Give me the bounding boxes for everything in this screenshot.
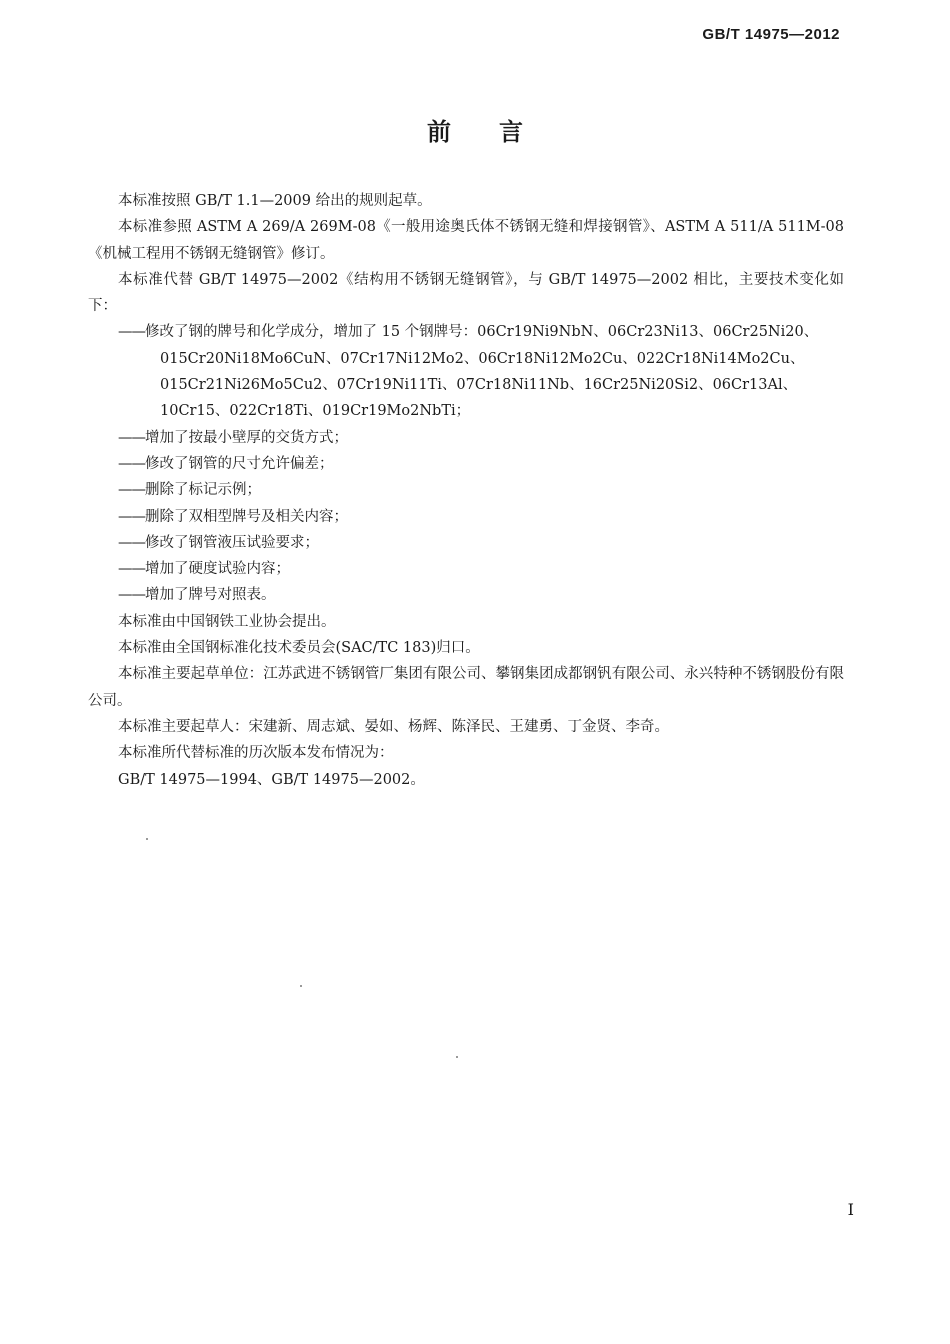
change-item-text: 修改了钢的牌号和化学成分，增加了 15 个钢牌号：06Cr19Ni9NbN、06Cr23Ni13、06Cr25Ni20、015Cr20Ni18Mo6CuN、07Cr17Ni12Mo2、06Cr18Ni12Mo2Cu、022Cr18Ni14Mo2Cu、015Cr21Ni26Mo5Cu2、07Cr19Ni11Ti、07Cr18Ni11Nb、16Cr25Ni20Si2、06Cr13Al、10Cr15、022Cr18Ti、019Cr19Mo2NbTi； xyxy=(145,324,819,420)
change-item-duplex xyxy=(88,504,844,530)
paragraph-drafters: 本标准主要起草人：宋建新、周志斌、晏如、杨辉、陈泽民、王建勇、丁金贤、李奇。 xyxy=(118,718,669,735)
dash-mark: —— xyxy=(118,482,145,499)
dash-mark: —— xyxy=(118,429,145,446)
scan-speck xyxy=(300,985,302,987)
page-number: I xyxy=(847,1200,854,1219)
standard-code: GB/T 14975—2012 xyxy=(702,26,840,43)
change-item-text: 修改了钢管液压试验要求； xyxy=(145,534,319,551)
change-item-text: 删除了标记示例； xyxy=(145,482,261,499)
change-item-hardness xyxy=(88,556,844,582)
page-title: 前言 xyxy=(427,117,571,146)
paragraph-drafting-rules: 本标准按照 GB/T 1.1—2009 给出的规则起草。 xyxy=(118,193,432,209)
scan-speck xyxy=(456,1056,458,1058)
paragraph-drafting-units: 本标准主要起草单位：江苏武进不锈钢管厂集团有限公司、攀钢集团成都钢钒有限公司、永兴特种不锈钢股份有限公司。 xyxy=(88,666,844,709)
change-item-tolerance xyxy=(88,451,844,477)
dash-mark: —— xyxy=(118,455,145,472)
dash-mark: —— xyxy=(118,561,145,578)
dash-mark: —— xyxy=(118,324,145,341)
scan-speck xyxy=(146,838,148,840)
paragraph-history-intro: 本标准所代替标准的历次版本发布情况为： xyxy=(118,745,394,762)
change-item-text: 删除了双相型牌号及相关内容； xyxy=(145,508,348,525)
change-item-text: 修改了钢管的尺寸允许偏差； xyxy=(145,455,334,472)
change-item-marking xyxy=(88,477,844,503)
paragraph-replacement: 本标准代替 GB/T 14975—2002《结构用不锈钢无缝钢管》，与 GB/T 14975—2002 相比，主要技术变化如下： xyxy=(88,271,844,315)
paragraph-history-versions: GB/T 14975—1994、GB/T 14975—2002。 xyxy=(118,771,425,788)
paragraph-committee: 本标准由全国钢标准化技术委员会(SAC/TC 183)归口。 xyxy=(118,640,480,657)
change-item-min-wall xyxy=(88,425,844,451)
paragraph-proposer: 本标准由中国钢铁工业协会提出。 xyxy=(118,613,336,630)
change-item-grade-table xyxy=(88,582,844,608)
dash-mark: —— xyxy=(118,587,145,604)
dash-mark: —— xyxy=(118,508,145,525)
foreword-body xyxy=(88,188,844,793)
change-item-text: 增加了硬度试验内容； xyxy=(145,561,290,578)
dash-mark: —— xyxy=(118,534,145,551)
change-item-hydraulic xyxy=(88,530,844,556)
change-item-text: 增加了按最小壁厚的交货方式； xyxy=(145,429,348,446)
change-item-text: 增加了牌号对照表。 xyxy=(145,587,276,604)
change-item-grades xyxy=(88,319,844,424)
paragraph-reference-standards: 本标准参照 ASTM A 269/A 269M-08《一般用途奥氏体不锈钢无缝和焊接钢管》、ASTM A 511/A 511M-08《机械工程用不锈钢无缝钢管》修订。 xyxy=(88,219,844,262)
